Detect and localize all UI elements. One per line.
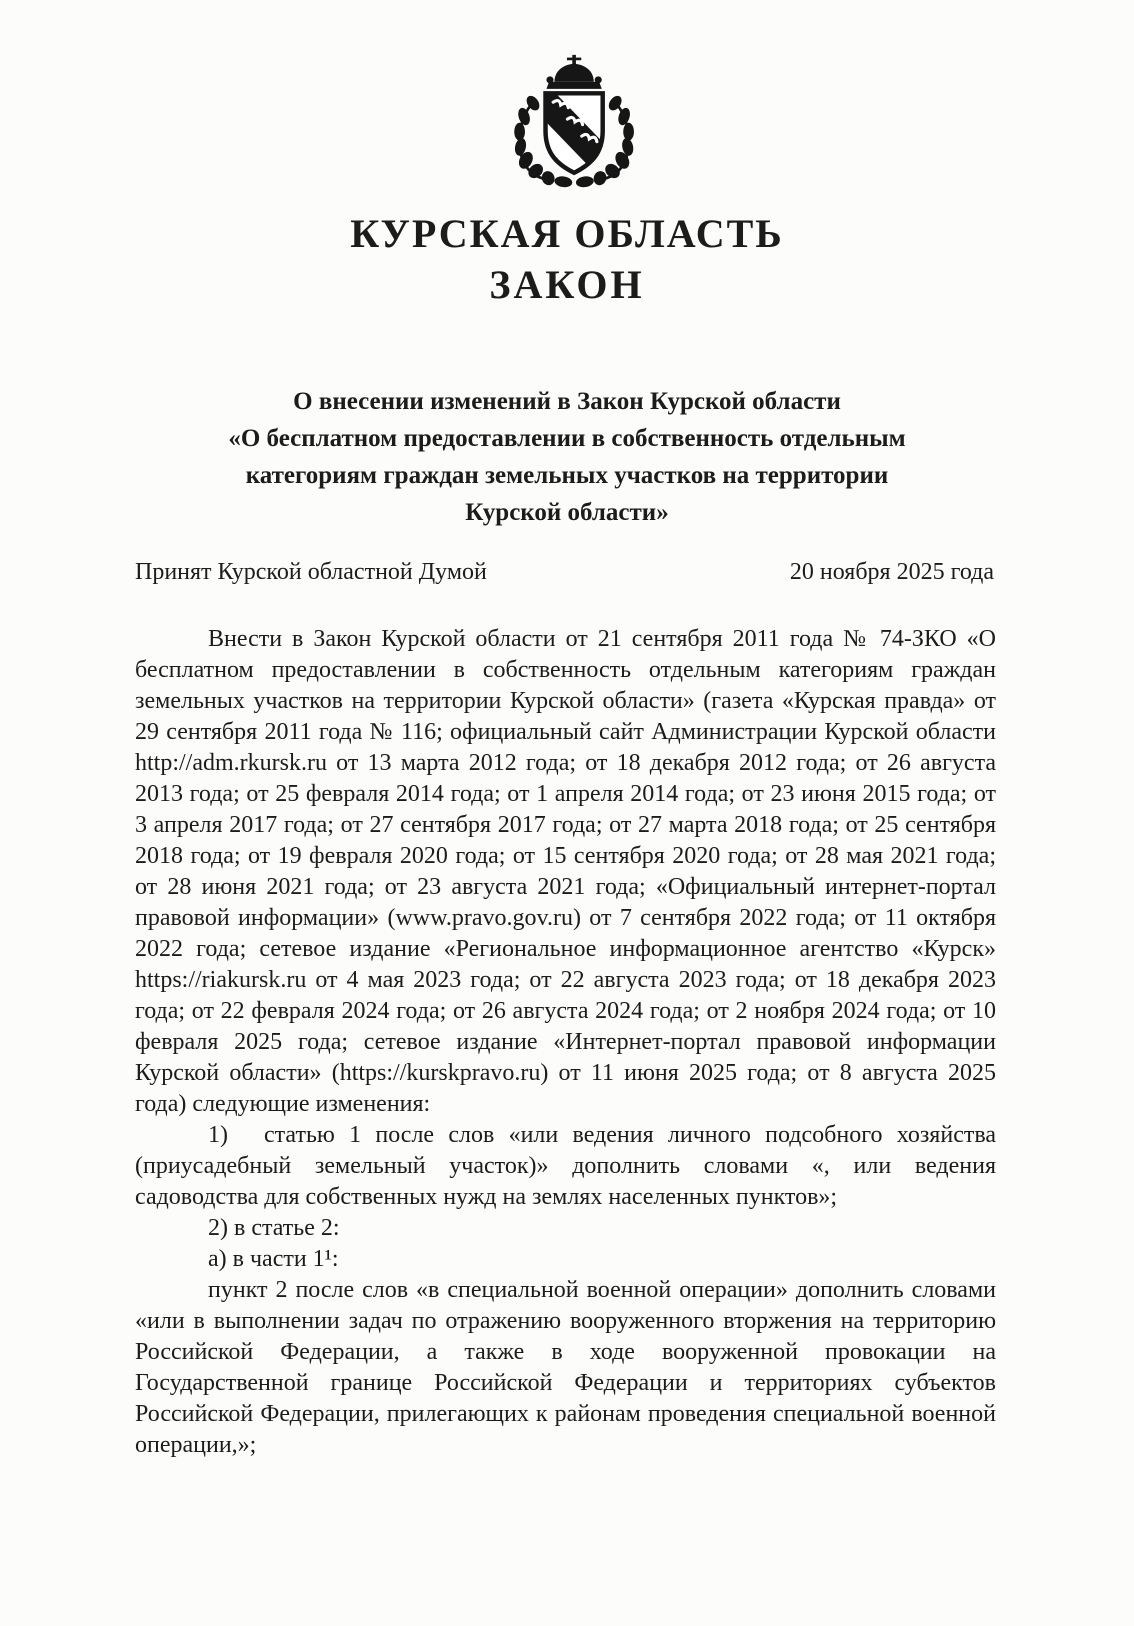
coat-of-arms-block [0, 0, 1134, 193]
law-title-line-4: Курской области» [465, 499, 669, 526]
paragraph-item-2a: а) в части 1¹: [208, 1246, 339, 1272]
adopted-date-text: 20 ноября 2025 года [789, 559, 994, 585]
adoption-line [135, 559, 994, 586]
law-title-line-3: категориям граждан земельных участков на территории [245, 462, 889, 489]
region-name-heading: КУРСКАЯ ОБЛАСТЬ [350, 211, 784, 256]
paragraph-item-2: 2) в статье 2: [208, 1215, 340, 1241]
kursk-oblast-coat-of-arms-icon [499, 54, 651, 188]
paragraph-item-1: 1) статью 1 после слов «или ведения личного подсобного хозяйства (приусадебный земельный участок)» дополнить словами «, или ведения садоводства для собственных нужд на землях населенных пунктов»; [135, 1122, 996, 1210]
paragraph-intro-amendments: Внести в Закон Курской области от 21 сентября 2011 года № 74-ЗКО «О бесплатном предоставлении в собственность отдельным категориям граждан земельных участков на территории Курской области» (газета «Курская правда» от 29 сентября 2011 года № 116; официальный сайт Администрации Курской области http://adm.rkursk.ru от 13 марта 2012 года; от 18 декабря 2012 года; от 26 августа 2013 года; от 25 февраля 2014 года; от 1 апреля 2014 года; от 23 июня 2015 года; от 3 апреля 2017 года; от 27 сентября 2017 года; от 27 марта 2018 года; от 25 сентября 2018 года; от 19 февраля 2020 года; от 15 сентября 2020 года; от 28 мая 2021 года; от 28 июня 2021 года; от 23 августа 2021 года; «Официальный интернет-портал правовой информации» (www.pravo.gov.ru) от 7 сентября 2022 года; от 11 октября 2022 года; сетевое издание «Региональное информационное агентство «Курск» https://riakursk.ru от 4 мая 2023 года; от 22 августа 2023 года; от 18 декабря 2023 года; от 22 февраля 2024 года; от 26 августа 2024 года; от 2 ноября 2024 года; от 10 февраля 2025 года; сетевое издание «Интернет-портал правовой информации Курской области» (https://kurskpravo.ru) от 11 июня 2025 года; от 8 августа 2025 года) следующие изменения: [135, 626, 996, 1117]
law-title [0, 383, 1134, 531]
adopted-by-text: Принят Курской областной Думой [135, 559, 487, 585]
law-body [135, 624, 996, 1461]
law-title-line-1: О внесении изменений в Закон Курской области [293, 388, 841, 415]
law-title-line-2: «О бесплатном предоставлении в собственность отдельным [228, 425, 906, 452]
document-type-heading: ЗАКОН [489, 262, 645, 307]
paragraph-item-2a-point-2: пункт 2 после слов «в специальной военной операции» дополнить словами «или в выполнении задач по отражению вооруженного вторжения на территорию Российской Федерации, а также в ходе вооруженной провокации на Государственной границе Российской Федерации и территориях субъектов Российской Федерации, прилегающих к районам проведения специальной военной операции,»; [135, 1277, 996, 1458]
